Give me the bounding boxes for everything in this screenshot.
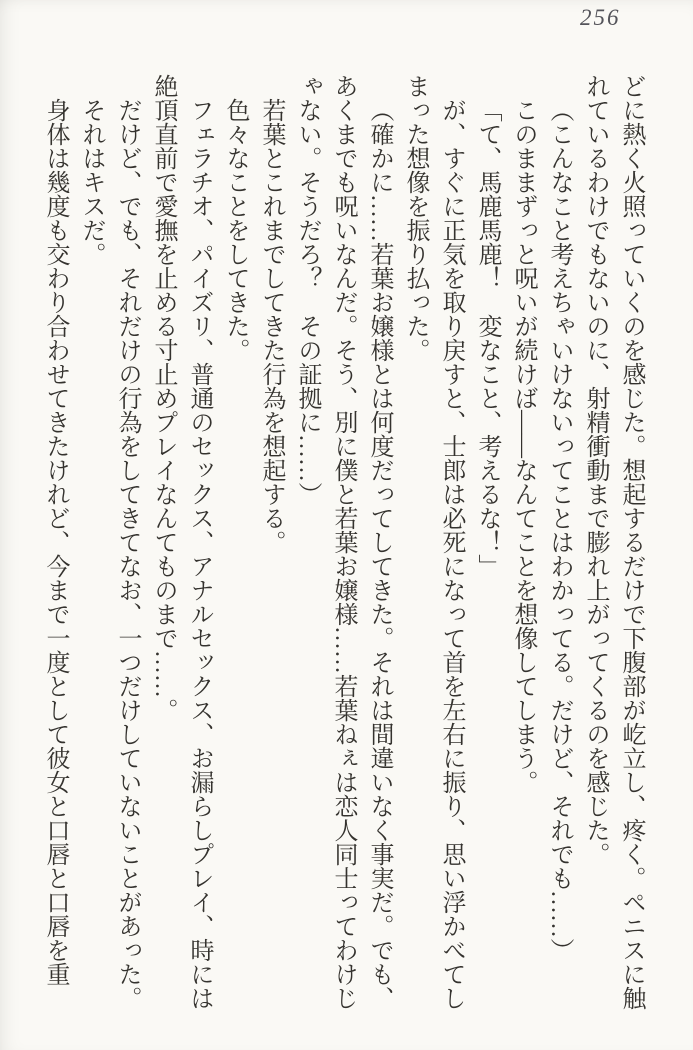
paragraph: どに熱く火照っていくのを感じた。想起するだけで下腹部が屹立し、疼く。ペニスに触れているわけでもないのに、射精衝動まで膨れ上がってくるのを感じた。 (582, 74, 644, 1010)
body-text (37, 74, 649, 1026)
paragraph: が、すぐに正気を取り戻すと、士郎は必死になって首を左右に振り、思い浮かべてしまった想像を振り払った。 (402, 74, 464, 1010)
paragraph: 若葉とこれまでしてきた行為を想起する。 (258, 98, 284, 554)
paragraph: このままずっと呪いが続けば——なんてことを想像してしまう。 (510, 98, 536, 794)
paragraph: それはキスだ。 (78, 98, 104, 266)
paragraph: （確かに……若葉お嬢様とは何度だってしてきた。それは間違いなく事実だ。でも、あくまでも呪いなんだ。そう、別に僕と若葉お嬢様……若葉ねぇは恋人同士ってわけじゃない。そうだろ？ その証拠に……） (294, 74, 392, 1010)
paragraph: 「て、馬鹿馬鹿！ 変なこと、考えるな！」 (474, 98, 500, 578)
paragraph: だけど、でも、それだけの行為をしてきてなお、一つだけしていないことがあった。 (114, 98, 140, 1010)
paragraph: （こんなこと考えちゃいけないってことはわかってる。だけど、それでも……） (546, 98, 572, 962)
paragraph: フェラチオ、パイズリ、普通のセックス、アナルセックス、お漏らしプレイ、時には絶頂直前で愛撫を止める寸止めプレイなんてものまで……。 (150, 74, 212, 1010)
paragraph: 身体は幾度も交わり合わせてきたけれど、今まで一度として彼女と口唇と口唇を重 (42, 98, 68, 986)
paragraph: 色々なことをしてきた。 (222, 98, 248, 362)
page-number: 256 (580, 5, 621, 30)
